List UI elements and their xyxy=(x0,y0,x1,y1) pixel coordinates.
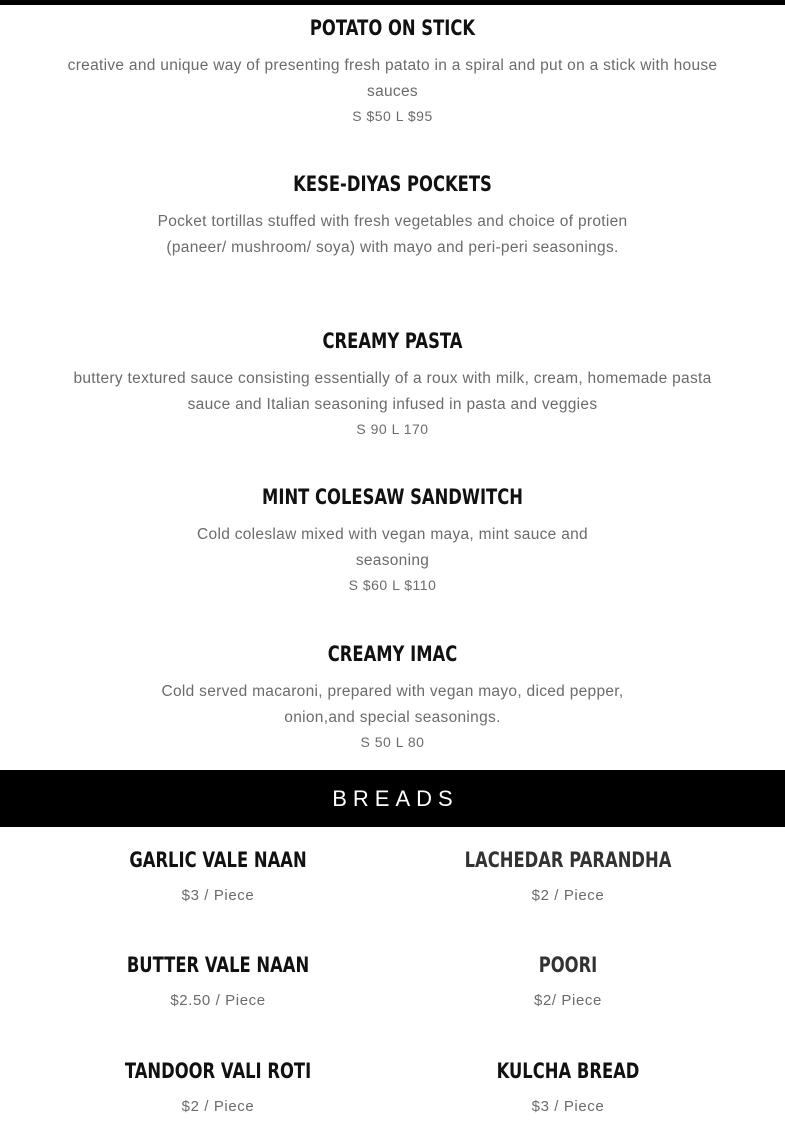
breads-section-header xyxy=(0,770,785,827)
bread-title: POORI xyxy=(538,953,598,977)
item-description: Cold served macaroni, prepared with vegan mayo, diced pepper, onion,and special seasonings. xyxy=(161,683,624,726)
item-title: CREAMY IMAC xyxy=(327,642,458,666)
item-description: Pocket tortillas stuffed with fresh vegetables and choice of protien (paneer/ mushroom/ soya) with mayo and peri-peri seasonings. xyxy=(157,213,628,256)
bread-price: $2 / Piece xyxy=(181,1098,255,1115)
bread-price: $2/ Piece xyxy=(534,992,602,1009)
menu-item-creamy-pasta xyxy=(0,327,785,442)
menu-item-mint-colesaw-sandwitch xyxy=(0,483,785,598)
bread-price: $2.50 / Piece xyxy=(170,992,266,1009)
bread-item-poori xyxy=(418,951,718,1012)
bread-price: $3 / Piece xyxy=(531,1098,605,1115)
item-description: buttery textured sauce consisting essentially of a roux with milk, cream, homemade pasta sauce and Italian seasoning infused in pasta and veggies xyxy=(73,370,712,413)
item-title: KESE-DIYAS POCKETS xyxy=(293,172,492,196)
bread-title: BUTTER VALE NAAN xyxy=(126,953,310,977)
bread-price: $3 / Piece xyxy=(181,887,255,904)
bread-item-kulcha-bread xyxy=(418,1057,718,1118)
menu-item-potato-on-stick xyxy=(0,14,785,129)
bread-item-lachedar-parandha xyxy=(418,846,718,907)
bread-item-butter-vale-naan xyxy=(68,951,368,1012)
menu-item-kese-diyas-pockets xyxy=(0,170,785,260)
bread-item-garlic-vale-naan xyxy=(68,846,368,907)
item-price: S 90 L 170 xyxy=(356,421,429,437)
item-title: MINT COLESAW SANDWITCH xyxy=(262,485,523,509)
item-price: S $50 L $95 xyxy=(352,108,433,124)
bread-price: $2 / Piece xyxy=(531,887,605,904)
bread-title: GARLIC VALE NAAN xyxy=(129,848,307,872)
item-title: POTATO ON STICK xyxy=(309,16,476,40)
top-divider-bar xyxy=(0,0,785,5)
bread-title: KULCHA BREAD xyxy=(496,1059,640,1083)
breads-section-title: BREADS xyxy=(332,785,459,811)
item-price: S 50 L 80 xyxy=(360,734,425,750)
item-title: CREAMY PASTA xyxy=(322,329,463,353)
bread-title: LACHEDAR PARANDHA xyxy=(464,848,672,872)
menu-item-creamy-imac xyxy=(0,640,785,755)
bread-title: TANDOOR VALI ROTI xyxy=(124,1059,312,1083)
item-description: creative and unique way of presenting fresh patato in a spiral and put on a stick with house sauces xyxy=(67,57,718,100)
item-description: Cold coleslaw mixed with vegan maya, mint sauce and seasoning xyxy=(197,526,588,569)
item-price: S $60 L $110 xyxy=(348,577,437,593)
bread-item-tandoor-vali-roti xyxy=(68,1057,368,1118)
